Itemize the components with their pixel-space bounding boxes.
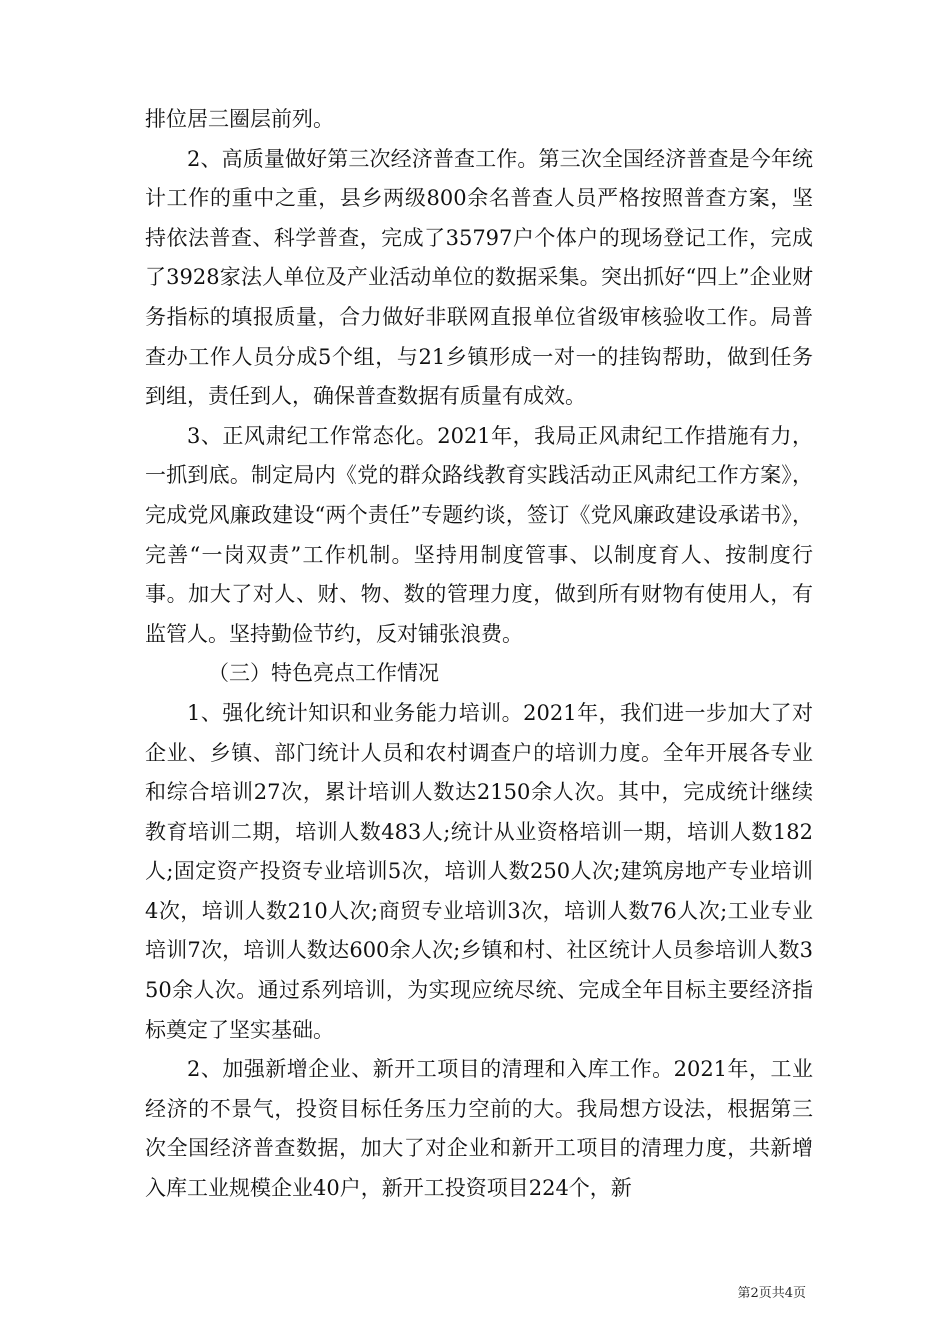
paragraph-5: 2、加强新增企业、新开工项目的清理和入库工作。2021年，工业经济的不景气，投资目标任务压力空前的大。我局想方设法，根据第三次全国经济普查数据，加大了对企业和新开工项目的清理力度，共新增入库工业规模企业40户，新开工投资项目224个，新 (145, 1057, 813, 1201)
paragraph-4: 1、强化统计知识和业务能力培训。2021年，我们进一步加大了对企业、乡镇、部门统计人员和农村调查户的培训力度。全年开展各专业和综合培训27次，累计培训人数达2150余人次。其中，完成统计继续教育培训二期，培训人数483人;统计从业资格培训一期，培训人数182人;固定资产投资专业培训5次，培训人数250人次;建筑房地产专业培训4次，培训人数210人次;商贸专业培训3次，培训人数76人次;工业专业培训7次，培训人数达600余人次;乡镇和村、社区统计人员参培训人数350余人次。通过系列培训，为实现应统尽统、完成全年目标主要经济指标奠定了坚实基础。 (145, 700, 813, 1042)
paragraph-1: 排位居三圈层前列。 (145, 107, 334, 131)
paragraph-2: 2、高质量做好第三次经济普查工作。第三次全国经济普查是今年统计工作的重中之重，县乡两级800余名普查人员严格按照普查方案，坚持依法普查、科学普查，完成了35797户个体户的现场登记工作，完成了3928家法人单位及产业活动单位的数据采集。突出抓好“四上”企业财务指标的填报质量，合力做好非联网直报单位省级审核验收工作。局普查办工作人员分成5个组，与21乡镇形成一对一的挂钩帮助，做到任务到组，责任到人，确保普查数据有质量有成效。 (145, 146, 813, 409)
section-heading: （三）特色亮点工作情况 (208, 661, 439, 686)
page-number: 第2页共4页 (737, 1286, 806, 1301)
document-body (145, 100, 813, 1209)
paragraph-3: 3、正风肃纪工作常态化。2021年，我局正风肃纪工作措施有力，一抓到底。制定局内《党的群众路线教育实践活动正风肃纪工作方案》，完成党风廉政建设“两个责任”专题约谈，签订《党风廉政建设承诺书》，完善“一岗双责”工作机制。坚持用制度管事、以制度育人、按制度行事。加大了对人、财、物、数的管理力度，做到所有财物有使用人，有监管人。坚持勤俭节约，反对铺张浪费。 (145, 423, 813, 646)
